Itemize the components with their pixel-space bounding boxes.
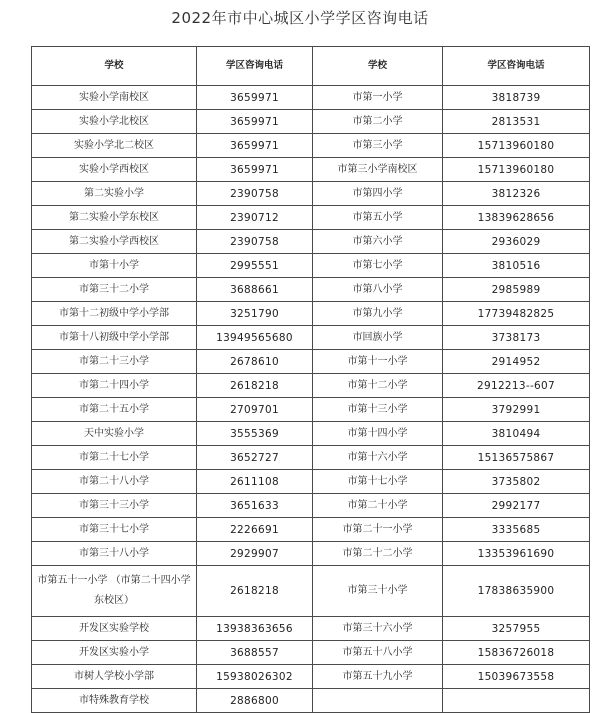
table-row: [32, 422, 590, 446]
phone-cell-right: 3810494: [443, 422, 590, 446]
phone-cell-left: 3688557: [197, 641, 313, 665]
school-cell-left: 市第二十五小学: [32, 398, 197, 422]
school-cell-left: 市第二十四小学: [32, 374, 197, 398]
table-row: [32, 374, 590, 398]
phone-cell-left: 2929907: [197, 542, 313, 566]
table-row: [32, 326, 590, 350]
school-cell-left: 第二实验小学: [32, 182, 197, 206]
school-cell-right: 市第十二小学: [313, 374, 443, 398]
table-row: [32, 254, 590, 278]
phone-cell-left: 3659971: [197, 110, 313, 134]
table-row: [32, 494, 590, 518]
phone-cell-left: 3652727: [197, 446, 313, 470]
school-cell-right: 市第八小学: [313, 278, 443, 302]
table-row: [32, 158, 590, 182]
school-cell-left: 市第二十三小学: [32, 350, 197, 374]
school-cell-left: 第二实验小学西校区: [32, 230, 197, 254]
header-row: [32, 47, 590, 86]
table-row: [32, 206, 590, 230]
school-cell-left: 开发区实验小学: [32, 641, 197, 665]
page-title: 2022年市中心城区小学学区咨询电话: [171, 9, 429, 27]
phone-cell-right: 3735802: [443, 470, 590, 494]
phone-cell-right: 3810516: [443, 254, 590, 278]
school-cell-left: 市第二十七小学: [32, 446, 197, 470]
phone-cell-left: 2618218: [197, 374, 313, 398]
school-cell-right: 市第十六小学: [313, 446, 443, 470]
school-cell-right: 市第六小学: [313, 230, 443, 254]
table-row: [32, 470, 590, 494]
school-cell-right: 市第十三小学: [313, 398, 443, 422]
table-row: [32, 566, 590, 617]
school-cell-right: 市第十七小学: [313, 470, 443, 494]
phone-cell-right: 13839628656: [443, 206, 590, 230]
table-row: [32, 182, 590, 206]
school-cell-right: 市第二十一小学: [313, 518, 443, 542]
school-cell-left: 天中实验小学: [32, 422, 197, 446]
phone-cell-left: 2886800: [197, 689, 313, 713]
table-row: [32, 665, 590, 689]
phone-cell-left: 2995551: [197, 254, 313, 278]
phone-cell-left: 2709701: [197, 398, 313, 422]
phone-cell-right: 15836726018: [443, 641, 590, 665]
phone-cell-right: [443, 689, 590, 713]
table-row: [32, 110, 590, 134]
school-cell-left: 市第三十二小学: [32, 278, 197, 302]
phone-cell-left: 2678610: [197, 350, 313, 374]
school-cell-left: 实验小学南校区: [32, 86, 197, 110]
school-cell-right: 市第十四小学: [313, 422, 443, 446]
phone-cell-left: 13949565680: [197, 326, 313, 350]
phone-cell-left: 2390712: [197, 206, 313, 230]
school-cell-right: 市回族小学: [313, 326, 443, 350]
school-cell-left: 开发区实验学校: [32, 617, 197, 641]
school-cell-right: 市第五小学: [313, 206, 443, 230]
table-row: [32, 617, 590, 641]
phone-cell-left: 3659971: [197, 86, 313, 110]
school-cell-left: 第二实验小学东校区: [32, 206, 197, 230]
school-cell-right: 市第七小学: [313, 254, 443, 278]
school-cell-left: 市第十二初级中学小学部: [32, 302, 197, 326]
table-row: [32, 689, 590, 713]
table-row: [32, 278, 590, 302]
table-row: [32, 230, 590, 254]
phone-cell-left: 3688661: [197, 278, 313, 302]
phone-cell-left: 15938026302: [197, 665, 313, 689]
school-cell-left: 市第三十八小学: [32, 542, 197, 566]
table-row: [32, 398, 590, 422]
school-cell-left: 实验小学西校区: [32, 158, 197, 182]
phone-cell-right: 2936029: [443, 230, 590, 254]
school-cell-left: 市第十八初级中学小学部: [32, 326, 197, 350]
header-school-left: 学校: [32, 47, 197, 86]
table-row: [32, 302, 590, 326]
school-cell-left: 市特殊教育学校: [32, 689, 197, 713]
phone-cell-right: 15713960180: [443, 158, 590, 182]
school-cell-left: 实验小学北二校区: [32, 134, 197, 158]
school-cell-right: [313, 689, 443, 713]
phone-cell-right: 2813531: [443, 110, 590, 134]
school-cell-right: 市第三小学: [313, 134, 443, 158]
header-school-right: 学校: [313, 47, 443, 86]
phone-cell-right: 3738173: [443, 326, 590, 350]
school-cell-right: 市第九小学: [313, 302, 443, 326]
school-cell-right: 市第二十小学: [313, 494, 443, 518]
table-row: [32, 446, 590, 470]
school-cell-right: 市第五十九小学: [313, 665, 443, 689]
phone-cell-right: 2985989: [443, 278, 590, 302]
school-cell-right: 市第一小学: [313, 86, 443, 110]
school-cell-left: 市第十小学: [32, 254, 197, 278]
phone-cell-right: 15136575867: [443, 446, 590, 470]
school-cell-right: 市第三十六小学: [313, 617, 443, 641]
school-cell-right: 市第二十二小学: [313, 542, 443, 566]
school-cell-left: 市第五十一小学 （市第二十四小学东校区）: [32, 566, 197, 617]
school-cell-right: 市第三小学南校区: [313, 158, 443, 182]
school-cell-right: 市第十一小学: [313, 350, 443, 374]
table-row: [32, 518, 590, 542]
phone-cell-left: 2618218: [197, 566, 313, 617]
school-cell-left: 实验小学北校区: [32, 110, 197, 134]
school-cell-left: 市树人学校小学部: [32, 665, 197, 689]
phone-cell-left: 2226691: [197, 518, 313, 542]
school-cell-right: 市第四小学: [313, 182, 443, 206]
phone-cell-left: 3251790: [197, 302, 313, 326]
phone-cell-right: 17838635900: [443, 566, 590, 617]
header-phone-right: 学区咨询电话: [443, 47, 590, 86]
table-row: [32, 86, 590, 110]
phone-cell-left: 3659971: [197, 134, 313, 158]
phone-cell-right: 15039673558: [443, 665, 590, 689]
phone-cell-right: 2992177: [443, 494, 590, 518]
phone-cell-left: 3555369: [197, 422, 313, 446]
phone-cell-right: 17739482825: [443, 302, 590, 326]
school-cell-right: 市第二小学: [313, 110, 443, 134]
table-row: [32, 134, 590, 158]
school-cell-left: 市第三十三小学: [32, 494, 197, 518]
phone-cell-left: 13938363656: [197, 617, 313, 641]
phone-cell-right: 2914952: [443, 350, 590, 374]
phone-cell-right: 3812326: [443, 182, 590, 206]
table-body: [32, 47, 590, 713]
school-cell-left: 市第三十七小学: [32, 518, 197, 542]
header-phone-left: 学区咨询电话: [197, 47, 313, 86]
school-cell-right: 市第三十小学: [313, 566, 443, 617]
phone-cell-right: 3257955: [443, 617, 590, 641]
phone-cell-left: 2611108: [197, 470, 313, 494]
phone-cell-left: 2390758: [197, 182, 313, 206]
phone-cell-left: 2390758: [197, 230, 313, 254]
phone-cell-left: 3659971: [197, 158, 313, 182]
school-phone-table: [31, 46, 590, 713]
phone-cell-right: 3818739: [443, 86, 590, 110]
phone-cell-right: 13353961690: [443, 542, 590, 566]
phone-cell-left: 3651633: [197, 494, 313, 518]
phone-cell-right: 3792991: [443, 398, 590, 422]
phone-cell-right: 15713960180: [443, 134, 590, 158]
table-row: [32, 542, 590, 566]
school-cell-left: 市第二十八小学: [32, 470, 197, 494]
school-cell-right: 市第五十八小学: [313, 641, 443, 665]
table-row: [32, 641, 590, 665]
phone-cell-right: 3335685: [443, 518, 590, 542]
table-row: [32, 350, 590, 374]
phone-cell-right: 2912213--607: [443, 374, 590, 398]
